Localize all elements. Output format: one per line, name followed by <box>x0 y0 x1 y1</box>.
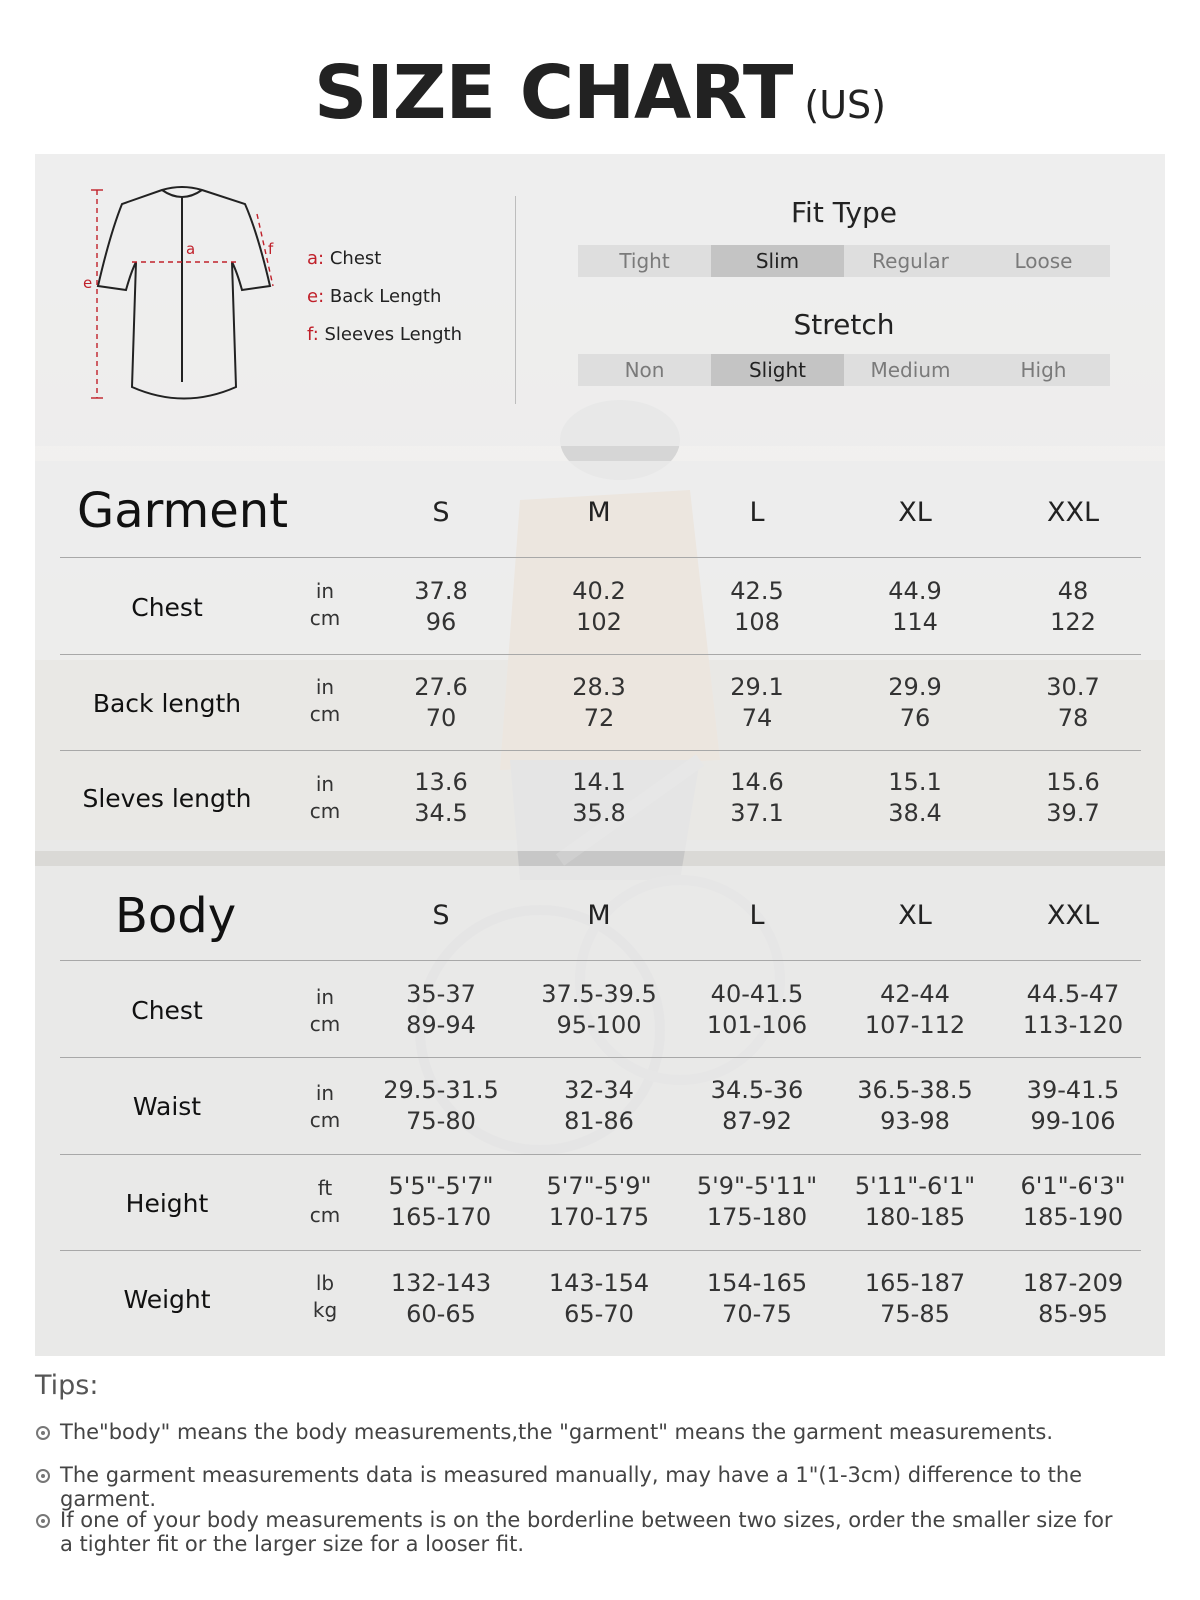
title-main: SIZE CHART <box>313 50 793 136</box>
stretch-scale <box>578 354 1110 386</box>
title-region: (US) <box>804 83 887 127</box>
body-row-label: Height <box>125 1189 209 1218</box>
tip-text: The"body" means the body measurements,the "garment" means the garment measurements. <box>60 1420 1054 1444</box>
tip-item <box>36 1463 1170 1511</box>
table-cell: 39-41.5 99-106 <box>1026 1076 1120 1135</box>
table-cell: 13.6 34.5 <box>414 768 468 827</box>
row-divider <box>60 1154 1141 1155</box>
row-divider <box>60 750 1141 751</box>
table-cell: 14.1 35.8 <box>572 768 626 827</box>
fit-option: Tight <box>619 249 670 273</box>
size-header: S <box>432 497 450 528</box>
garment-row-label: Chest <box>131 593 203 622</box>
table-cell: 34.5-36 87-92 <box>710 1076 804 1135</box>
table-cell: 15.1 38.4 <box>888 768 942 827</box>
size-header: S <box>432 900 450 931</box>
panel-divider <box>515 196 516 404</box>
table-cell: 40-41.5 101-106 <box>706 980 808 1039</box>
unit-label: in cm <box>309 985 341 1036</box>
table-cell: 154-165 70-75 <box>706 1269 808 1328</box>
stretch-option: High <box>1020 358 1067 382</box>
table-cell: 5'7"-5'9" 170-175 <box>546 1172 652 1231</box>
garment-row-label: Sleves length <box>82 784 252 813</box>
jersey-diagram <box>80 182 290 407</box>
table-cell: 5'5"-5'7" 165-170 <box>388 1172 494 1231</box>
table-cell: 32-34 81-86 <box>564 1076 634 1135</box>
table-cell: 35-37 89-94 <box>406 980 476 1039</box>
size-header: XXL <box>1046 497 1100 528</box>
table-cell: 42-44 107-112 <box>864 980 966 1039</box>
size-header: M <box>587 900 611 931</box>
marker-a: a <box>186 240 196 258</box>
fit-type-scale <box>578 245 1110 277</box>
fit-option: Loose <box>1014 249 1073 273</box>
size-header: L <box>749 497 765 528</box>
body-row-label: Weight <box>123 1285 211 1314</box>
table-cell: 28.3 72 <box>572 673 626 732</box>
row-divider <box>60 1057 1141 1058</box>
table-cell: 14.6 37.1 <box>730 768 784 827</box>
table-cell: 29.5-31.5 75-80 <box>383 1076 499 1135</box>
size-header: XL <box>898 900 932 931</box>
body-row-label: Chest <box>131 996 203 1025</box>
table-cell: 29.1 74 <box>730 673 784 732</box>
size-header: L <box>749 900 765 931</box>
stretch-option: Non <box>624 358 665 382</box>
unit-label: in cm <box>309 772 341 823</box>
row-divider <box>60 654 1141 655</box>
size-header: M <box>587 497 611 528</box>
table-cell: 36.5-38.5 93-98 <box>857 1076 973 1135</box>
legend-key: e: <box>307 286 325 307</box>
legend-label: Back Length <box>329 286 442 307</box>
bullet-icon <box>36 1514 50 1528</box>
fit-type-title: Fit Type <box>790 196 898 229</box>
bullet-icon <box>36 1469 50 1483</box>
table-cell: 27.6 70 <box>414 673 468 732</box>
legend-label: Sleeves Length <box>324 324 462 345</box>
table-cell: 44.5-47 113-120 <box>1022 980 1124 1039</box>
tip-item <box>36 1508 1120 1556</box>
table-cell: 37.5-39.5 95-100 <box>541 980 657 1039</box>
size-header: XL <box>898 497 932 528</box>
bullet-icon <box>36 1426 50 1440</box>
legend-back-length <box>307 286 441 307</box>
marker-e: e <box>83 274 93 292</box>
table-cell: 40.2 102 <box>572 577 626 636</box>
unit-label: ft cm <box>309 1176 341 1227</box>
legend-sleeves-length <box>307 324 462 345</box>
row-divider <box>60 960 1141 961</box>
table-cell: 42.5 108 <box>730 577 784 636</box>
unit-label: in cm <box>309 1081 341 1132</box>
tips-title: Tips: <box>35 1370 99 1401</box>
table-cell: 165-187 75-85 <box>864 1269 966 1328</box>
table-cell: 37.8 96 <box>414 577 468 636</box>
marker-f: f <box>268 240 274 258</box>
body-row-label: Waist <box>132 1092 202 1121</box>
stretch-option-selected: Slight <box>711 354 844 386</box>
table-cell: 30.7 78 <box>1046 673 1100 732</box>
stretch-option: Medium <box>870 358 951 382</box>
table-cell: 44.9 114 <box>888 577 942 636</box>
unit-label: lb kg <box>312 1271 338 1322</box>
legend-key: f: <box>307 324 319 345</box>
garment-row-label: Back length <box>92 689 242 718</box>
table-cell: 6'1"-6'3" 185-190 <box>1020 1172 1126 1231</box>
tip-text: If one of your body measurements is on the borderline between two sizes, order the smaller size for a tighter fit or the larger size for a looser fit. <box>60 1508 1113 1556</box>
table-cell: 15.6 39.7 <box>1046 768 1100 827</box>
legend-key: a: <box>307 248 325 269</box>
legend-chest <box>307 248 381 269</box>
tip-text: The garment measurements data is measured manually, may have a 1"(1-3cm) difference to the garment. <box>60 1463 1083 1511</box>
table-cell: 48 122 <box>1050 577 1096 636</box>
table-cell: 5'11"-6'1" 180-185 <box>854 1172 976 1231</box>
fit-option: Regular <box>872 249 949 273</box>
body-title: Body <box>115 888 237 944</box>
table-cell: 29.9 76 <box>888 673 942 732</box>
size-header: XXL <box>1046 900 1100 931</box>
tip-item <box>36 1420 1170 1444</box>
garment-title: Garment <box>77 483 289 539</box>
row-divider <box>60 557 1141 558</box>
table-cell: 5'9"-5'11" 175-180 <box>696 1172 818 1231</box>
table-cell: 132-143 60-65 <box>390 1269 492 1328</box>
legend-label: Chest <box>329 248 382 269</box>
table-cell: 187-209 85-95 <box>1022 1269 1124 1328</box>
unit-label: in cm <box>309 579 341 630</box>
fit-option-selected: Slim <box>711 245 844 277</box>
table-cell: 143-154 65-70 <box>548 1269 650 1328</box>
page-title <box>0 50 1200 136</box>
unit-label: in cm <box>309 675 341 726</box>
stretch-title: Stretch <box>793 308 895 341</box>
row-divider <box>60 1250 1141 1251</box>
